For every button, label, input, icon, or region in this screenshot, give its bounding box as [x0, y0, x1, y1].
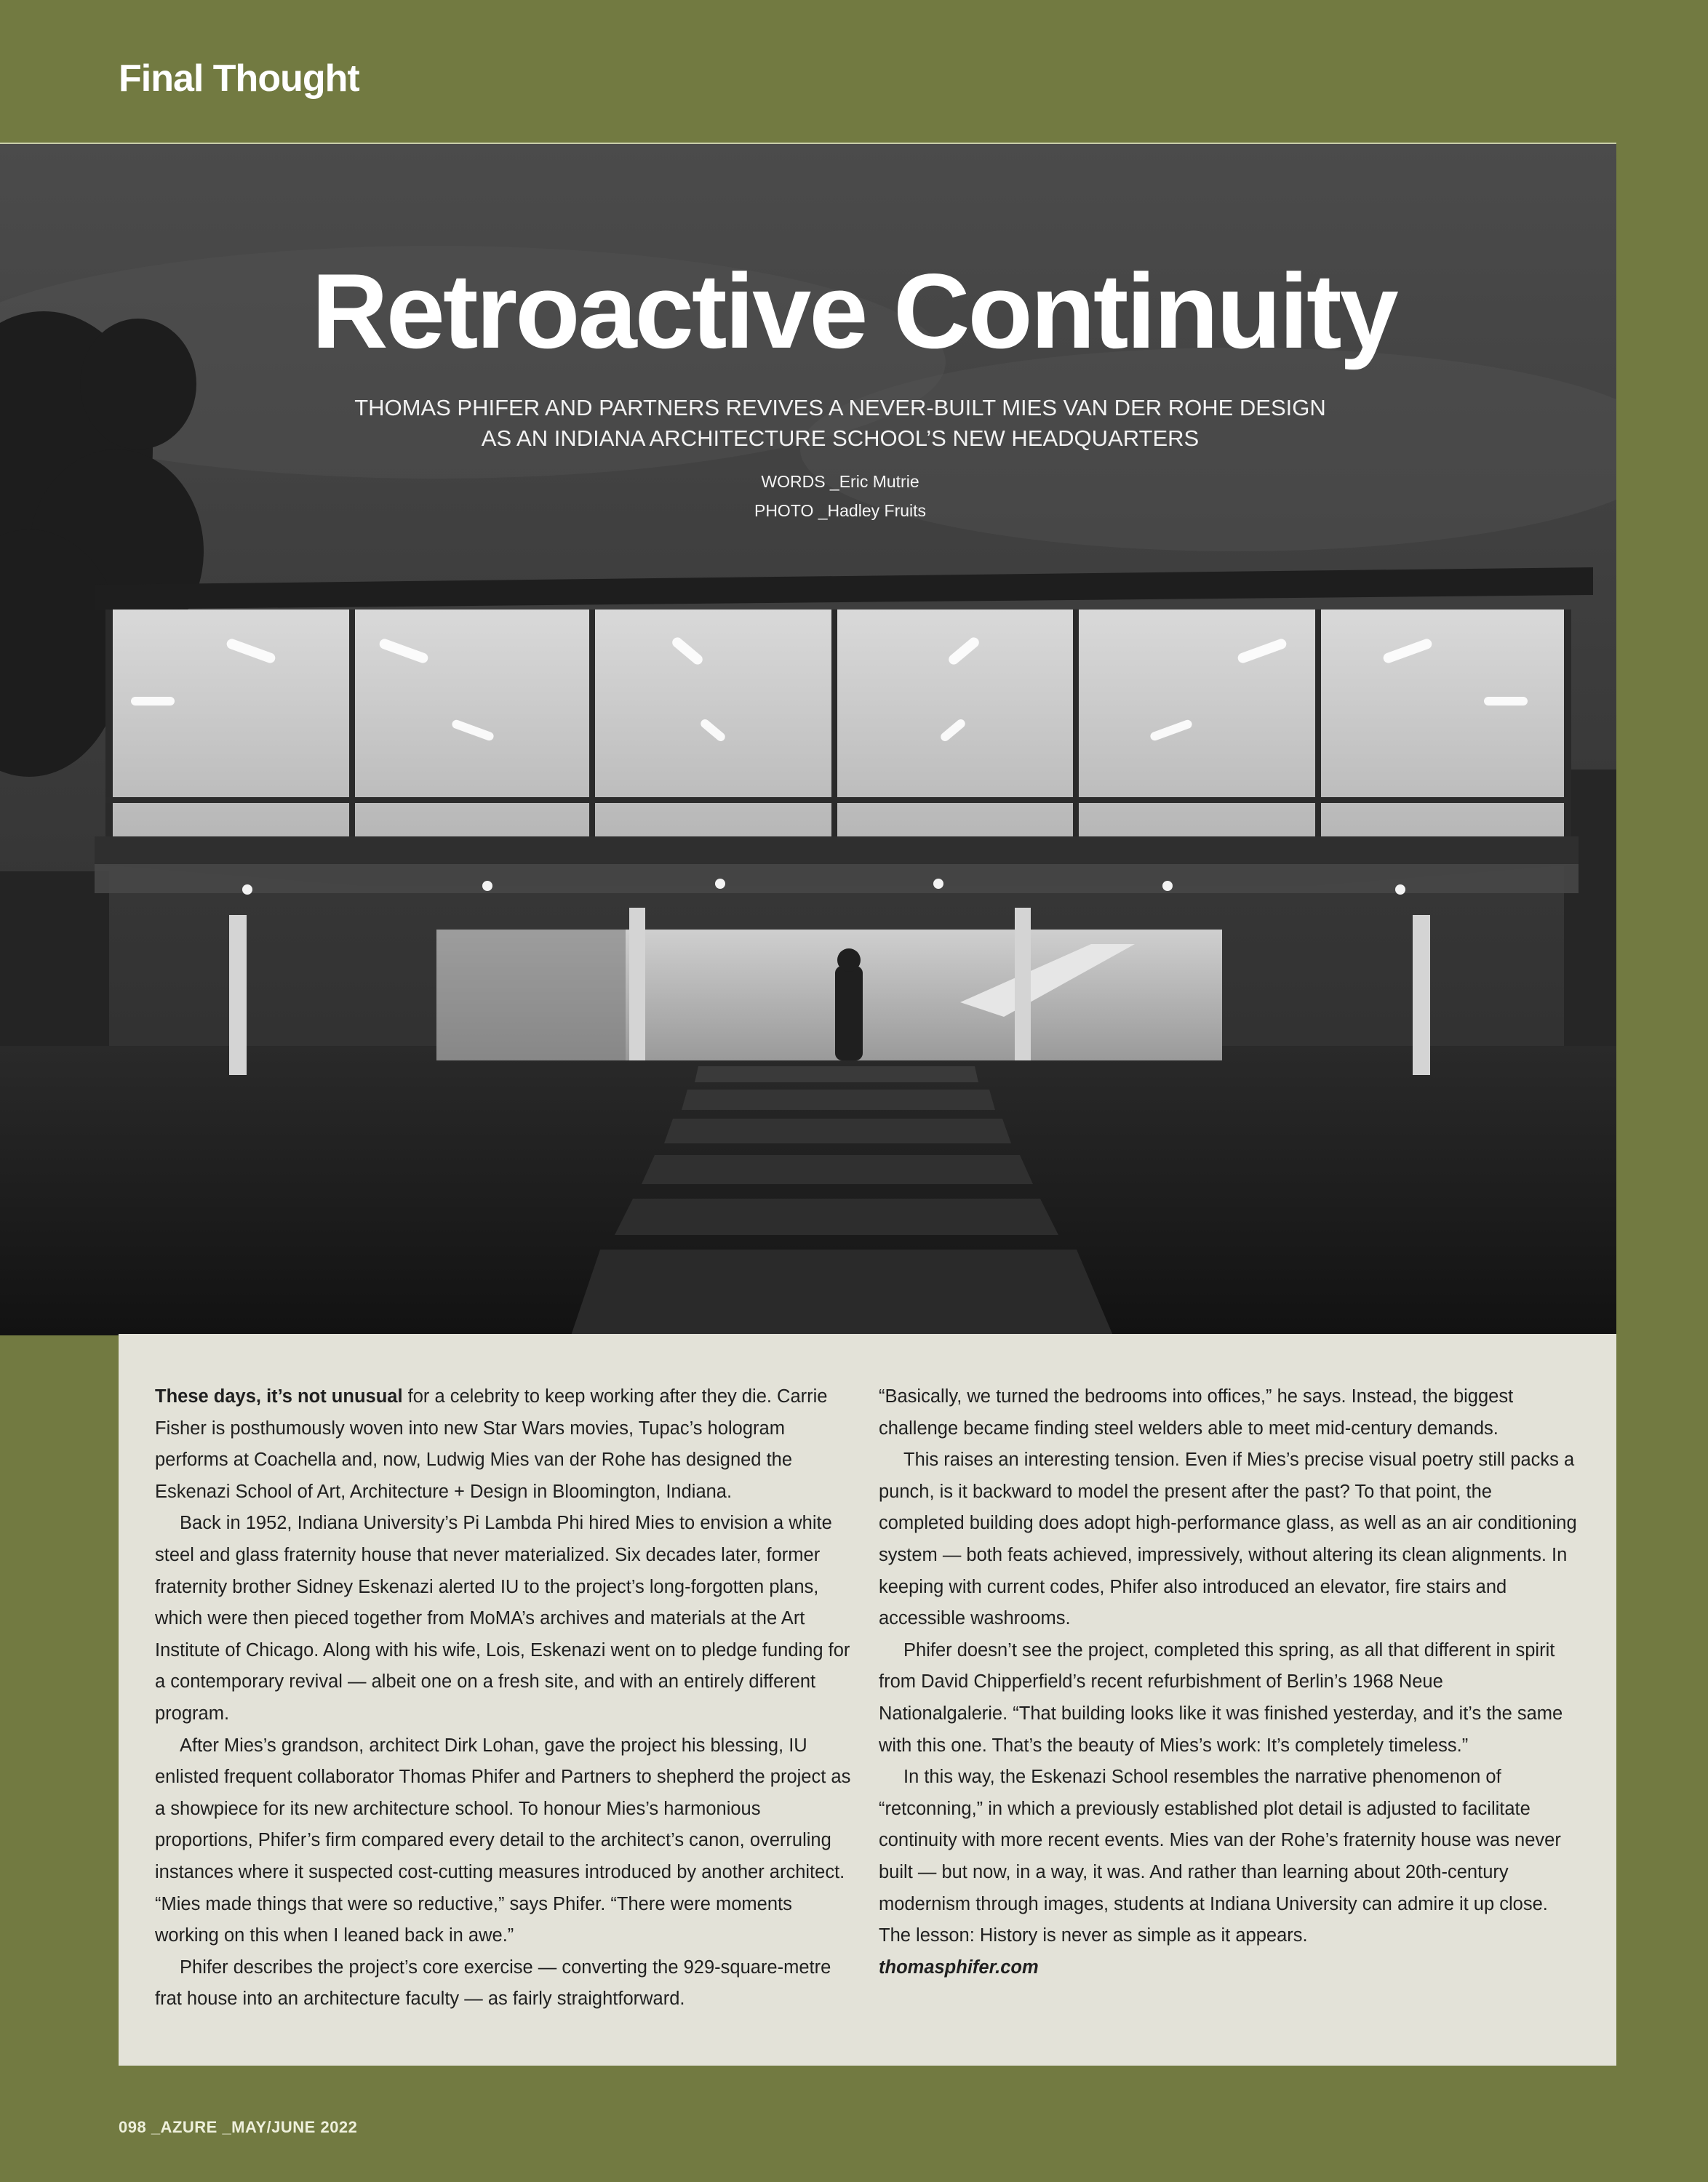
paragraph-2: Back in 1952, Indiana University’s Pi Lambda Phi hired Mies to envision a white steel and glass fraternity house that never materialized. Six decades later, former fraternity brother Sidney Eskenazi alerted IU to the project’s long-forgotten plans, which were then pieced together from MoMA’s archives and materials at the Art Institute of Chicago. Along with his wife, Lois, Eskenazi went on to pledge funding for a contemporary revival — albeit one on a fresh site, and with an entirely different program. — [155, 1513, 850, 1724]
body-column-right — [879, 1381, 1577, 1983]
paragraph-4: Phifer describes the project’s core exercise — converting the 929-square-metre frat house into an architecture faculty — as fairly straightforward. — [155, 1957, 831, 2010]
balcony-rail — [105, 797, 1568, 803]
paragraph-3: After Mies’s grandson, architect Dirk Lohan, gave the project his blessing, IU enlisted frequent collaborator Thomas Phifer and Partners to shepherd the project as a showpiece for its new architecture school. To honour Mies’s harmonious proportions, Phifer’s firm compared every detail to the architect’s canon, overruling instances where it suspected cost-cutting measures introduced by another architect. “Mies made things that were so reductive,” says Phifer. “There were moments working on this when I leaned back in awe.” — [155, 1735, 851, 1946]
deck-line-2: AS AN INDIANA ARCHITECTURE SCHOOL’S NEW HEADQUARTERS — [481, 425, 1200, 451]
section-label: Final Thought — [119, 57, 359, 100]
paragraph-1-text: for a celebrity to keep working after they die. Carrie Fisher is posthumously woven into new Star Wars movies, Tupac’s hologram performs at Coachella and, now, Ludwig Mies van der Rohe has designed the Eskenazi School of Art, Architecture + Design in Bloomington, Indiana. — [155, 1386, 828, 1502]
paragraph-1 — [155, 1381, 853, 1508]
website-link[interactable]: thomasphifer.com — [879, 1957, 1039, 1978]
person — [835, 966, 863, 1060]
article-headline: Retroactive Continuity — [311, 252, 1397, 370]
paragraph-8: In this way, the Eskenazi School resembles the narrative phenomenon of “retconning,” in which a previously established plot detail is adjusted to facilitate continuity with more recent events. Mies van der Rohe’s fraternity house was never built — but now, in a way, it was. And rather than learning about 20th-century modernism through images, students at Indiana University can admire it up close. The lesson: History is never as simple as it appears. — [879, 1767, 1561, 1946]
words-credit: WORDS _Eric Mutrie — [761, 472, 919, 491]
folio: 098 _AZURE _MAY/JUNE 2022 — [119, 2118, 358, 2136]
paragraph-7: Phifer doesn’t see the project, completed this spring, as all that different in spirit from David Chipperfield’s recent refurbishment of Berlin’s 1968 Neue Nationalgalerie. “That building looks like it was finished yesterday, and it’s the same with this one. That’s the beauty of Mies’s work: It’s completely timeless.” — [879, 1639, 1563, 1756]
photo-credit: PHOTO _Hadley Fruits — [754, 501, 927, 520]
paragraph-5: “Basically, we turned the bedrooms into offices,” he says. Instead, the biggest challenge became finding steel welders able to meet mid-century demands. — [879, 1386, 1514, 1439]
body-column-left — [155, 1381, 853, 2015]
paragraph-6: This raises an interesting tension. Even if Mies’s precise visual poetry still packs a punch, is it backward to model the present after the past? To that point, the completed building does adopt high-performance glass, as well as an air conditioning system — both feats achieved, impressively, without altering its clean alignments. In keeping with current codes, Phifer also introduced an elevator, fire stairs and accessible washrooms. — [879, 1450, 1577, 1629]
deck-line-1: THOMAS PHIFER AND PARTNERS REVIVES A NEVER-BUILT MIES VAN DER ROHE DESIGN — [354, 395, 1326, 420]
lead-in: These days, it’s not unusual — [155, 1386, 403, 1407]
article-body — [119, 1334, 1616, 2066]
